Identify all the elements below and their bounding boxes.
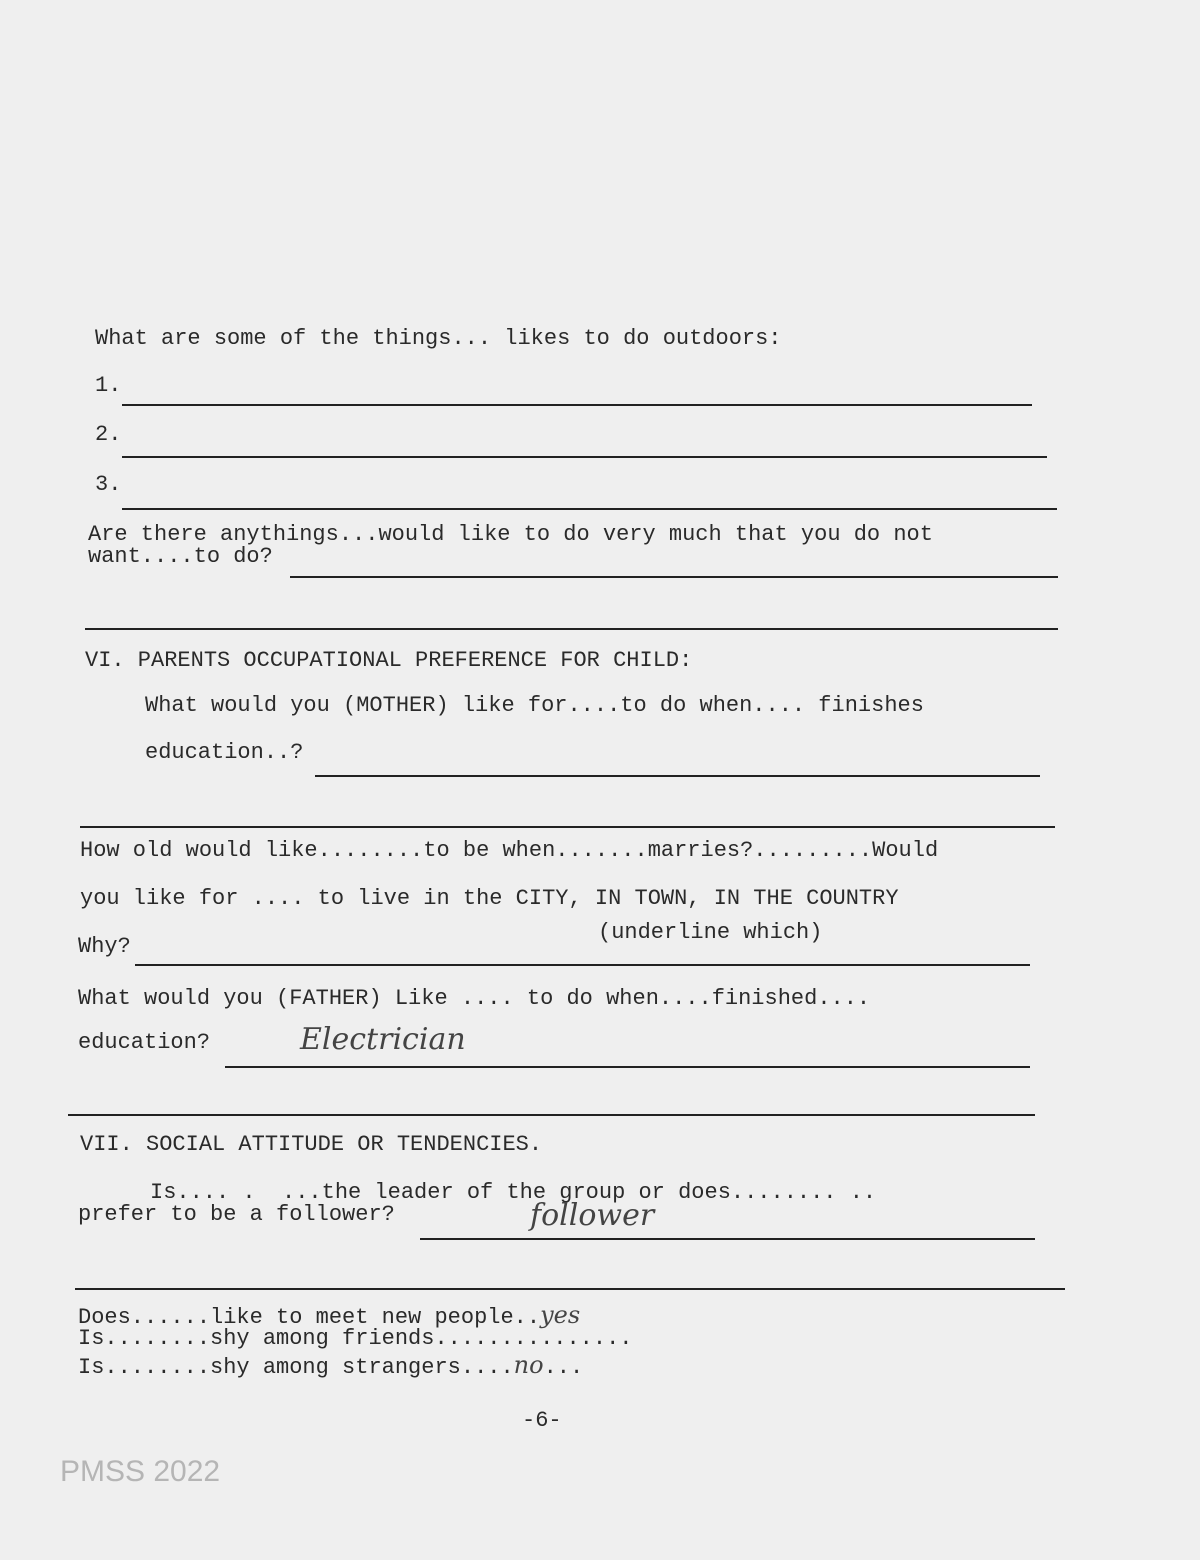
shy-strangers-question <box>78 1353 583 1379</box>
answer-line <box>225 1066 1030 1068</box>
underline-note: (underline which) <box>598 920 823 945</box>
live-question: you like for .... to live in the CITY, IN TOWN, IN THE COUNTRY <box>80 886 899 911</box>
page-number: -6- <box>522 1408 562 1433</box>
outdoors-item-2: 2. <box>95 422 122 447</box>
mother-question-line2: education..? <box>145 740 304 765</box>
answer-line <box>315 775 1040 777</box>
wants-question-line1: Are there anythings...would like to do very much that you do not <box>88 522 933 547</box>
answer-line <box>420 1238 1035 1240</box>
why-label: Why? <box>78 934 131 959</box>
answer-line <box>80 826 1055 828</box>
answer-line <box>75 1288 1065 1290</box>
leader-answer-handwritten: follower <box>530 1198 655 1233</box>
watermark: PMSS 2022 <box>60 1455 221 1488</box>
shy-friends-question: Is........shy among friends............... <box>78 1326 633 1351</box>
leader-question-line2: prefer to be a follower? <box>78 1202 395 1227</box>
shy-strangers-answer-handwritten: no <box>513 1351 544 1379</box>
mother-question-line1: What would you (MOTHER) like for....to do when.... finishes <box>145 693 924 718</box>
answer-line <box>135 964 1030 966</box>
answer-line <box>290 576 1058 578</box>
meet-people-text: Does......like to meet new people.. <box>78 1305 541 1330</box>
answer-line <box>85 628 1058 630</box>
father-question-line1: What would you (FATHER) Like .... to do when....finished.... <box>78 986 871 1011</box>
shy-strangers-dots: ... <box>543 1355 584 1380</box>
section-6-heading: VI. PARENTS OCCUPATIONAL PREFERENCE FOR CHILD: <box>85 648 693 673</box>
leader-question-line1: Is.... . ...the leader of the group or does........ .. <box>150 1180 877 1205</box>
shy-strangers-text: Is........shy among strangers.... <box>78 1355 514 1380</box>
answer-line <box>122 404 1032 406</box>
meet-answer-handwritten: yes <box>540 1301 581 1329</box>
father-answer-handwritten: Electrician <box>300 1022 466 1057</box>
outdoors-item-3: 3. <box>95 472 122 497</box>
wants-question-line2: want....to do? <box>88 544 273 569</box>
father-question-line2: education? <box>78 1030 211 1055</box>
answer-line <box>68 1114 1035 1116</box>
outdoors-item-1: 1. <box>95 373 122 398</box>
answer-line <box>122 508 1057 510</box>
answer-line <box>122 456 1047 458</box>
marry-question: How old would like........to be when.......marries?.........Would <box>80 838 939 863</box>
outdoors-question: What are some of the things... likes to do outdoors: <box>95 326 782 351</box>
section-7-heading: VII. SOCIAL ATTITUDE OR TENDENCIES. <box>80 1132 543 1157</box>
